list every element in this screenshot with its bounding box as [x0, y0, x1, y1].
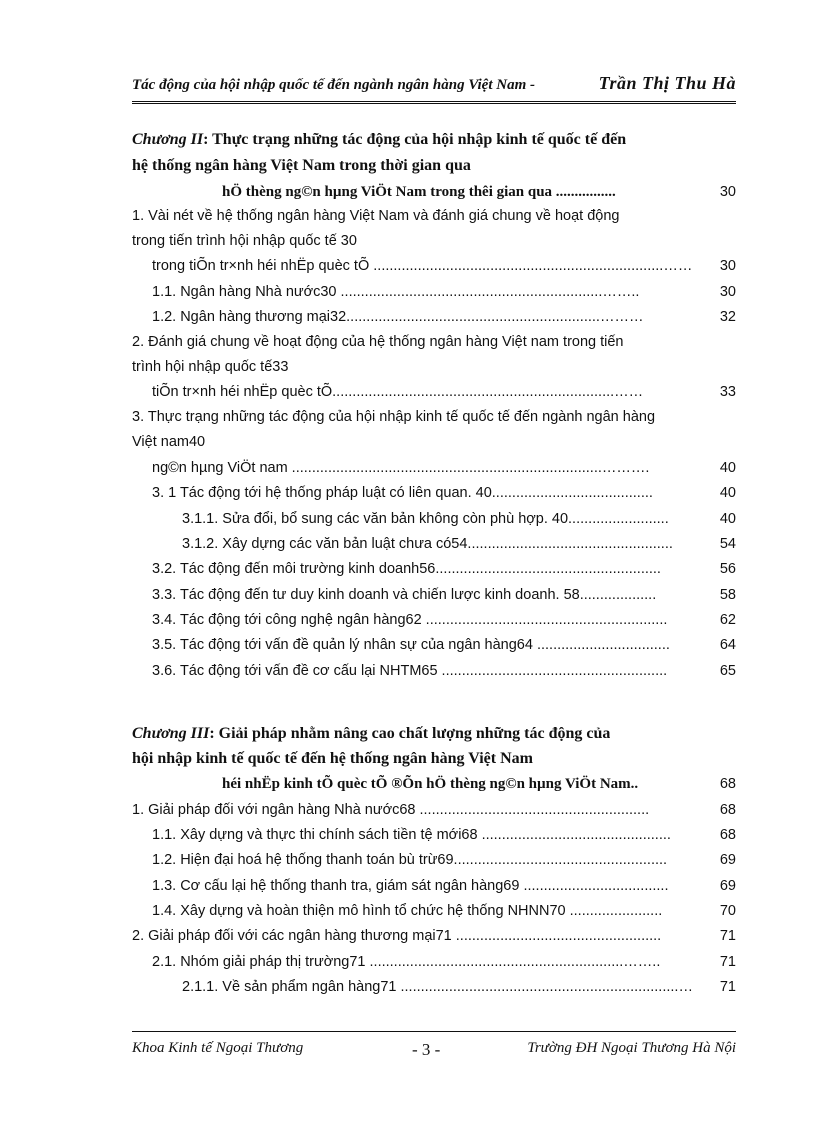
- footer-faculty: Khoa Kinh tế Ngoại Thương: [132, 1040, 304, 1056]
- toc-entry[interactable]: 3.3. Tác động đến tư duy kinh doanh và chiến lược kinh doanh. 58................... 58: [152, 587, 736, 603]
- section2-heading-cont: trình hội nhập quốc tế33: [132, 359, 289, 375]
- section1-heading: 1. Vài nét về hệ thống ngân hàng Việt Nam và đánh giá chung về hoạt động: [132, 208, 620, 224]
- header-author: Trần Thị Thu Hà: [598, 73, 736, 93]
- chapter2-title-line2: hệ thống ngân hàng Việt Nam trong thời gian qua: [132, 157, 471, 174]
- page-footer: [132, 1040, 736, 1062]
- header-title: Tác động của hội nhập quốc tế đến ngành ngân hàng Việt Nam -: [132, 77, 535, 93]
- chapter3-label: Chương III: [132, 725, 210, 742]
- toc-entry[interactable]: 1.1. Xây dựng và thực thi chính sách tiền tệ mới68 ............................................... 68: [152, 827, 736, 843]
- footer-divider: [132, 1031, 736, 1032]
- toc-entry[interactable]: 1.2. Ngân hàng thương mại32...............................................................……… 32: [152, 309, 736, 325]
- section3-heading: 3. Thực trạng những tác động của hội nhập kinh tế quốc tế đến ngành ngân hàng: [132, 409, 656, 425]
- chapter2-toc-entry[interactable]: hÖ thèng ng©n hµng ViÖt Nam trong thêi gian qua ................ 30: [222, 184, 736, 200]
- toc-entry[interactable]: 2.1. Nhóm giải pháp thị trường71 ...............................................................…….. 71: [152, 954, 736, 970]
- toc-entry[interactable]: 3.2. Tác động đến môi trường kinh doanh56........................................................ 56: [152, 561, 736, 577]
- toc-entry[interactable]: 3.4. Tác động tới công nghệ ngân hàng62 ............................................................ 62: [152, 612, 736, 628]
- section1-heading-cont: trong tiến trình hội nhập quốc tế 30: [132, 233, 357, 249]
- toc-entry[interactable]: 3.1.2. Xây dựng các văn bản luật chưa có54................................................... 54: [182, 536, 736, 552]
- toc-entry[interactable]: 2. Giải pháp đối với các ngân hàng thương mại71 ................................................... 71: [132, 928, 736, 944]
- section3-heading-cont: Việt nam40: [132, 434, 206, 450]
- footer-university: Trường ĐH Ngoại Thương Hà Nội: [527, 1040, 736, 1056]
- chapter3-title-line2: hội nhập kinh tế quốc tế đến hệ thống ngân hàng Việt Nam: [132, 750, 533, 767]
- chapter2-title-line1: Chương II: Thực trạng những tác động của hội nhập kinh tế quốc tế đến: [132, 131, 627, 148]
- toc-entry[interactable]: 1.3. Cơ cấu lại hệ thống thanh tra, giám sát ngân hàng69 .................................... 69: [152, 878, 736, 894]
- toc-entry[interactable]: 3.5. Tác động tới vấn đề quản lý nhân sự của ngân hàng64 ................................. 64: [152, 637, 736, 653]
- toc-entry[interactable]: ng©n hµng ViÖt nam .............................................................................………. 40: [152, 460, 736, 476]
- chapter3-toc-entry[interactable]: héi nhËp kinh tÕ quèc tÕ ®Õn hÖ thèng ng©n hµng ViÖt Nam.. 68: [222, 776, 736, 792]
- chapter2-label: Chương II: [132, 131, 204, 148]
- toc-entry[interactable]: trong tiÕn tr×nh héi nhËp quèc tÕ ........................................................................…… 30: [152, 258, 736, 274]
- page-header: [132, 73, 736, 99]
- toc-entry[interactable]: 1.2. Hiện đại hoá hệ thống thanh toán bù trừ69..................................................... 69: [152, 852, 736, 868]
- toc-entry[interactable]: 1. Giải pháp đối với ngân hàng Nhà nước68 ......................................................... 68: [132, 802, 736, 818]
- page-number: - 3 -: [412, 1040, 441, 1059]
- toc-entry[interactable]: 1.1. Ngân hàng Nhà nước30 .................................................................…….. 30: [152, 284, 736, 300]
- toc-entry[interactable]: 2.1.1. Về sản phẩm ngân hàng71 .....................................................................… 71: [182, 979, 736, 995]
- toc-entry[interactable]: 3. 1 Tác động tới hệ thống pháp luật có liên quan. 40........................................ 40: [152, 485, 736, 501]
- toc-entry[interactable]: tiÕn tr×nh héi nhËp quèc tÕ......................................................................…… 33: [152, 384, 736, 400]
- header-divider: [132, 101, 736, 104]
- toc-entry[interactable]: 3.6. Tác động tới vấn đề cơ cấu lại NHTM65 ........................................................ 65: [152, 663, 736, 679]
- toc-entry[interactable]: 3.1.1. Sửa đổi, bổ sung các văn bản không còn phù hợp. 40......................... 40: [182, 511, 736, 527]
- section2-heading: 2. Đánh giá chung về hoạt động của hệ thống ngân hàng Việt nam trong tiến: [132, 334, 624, 350]
- chapter3-title-line1: Chương III: Giải pháp nhằm nâng cao chất lượng những tác động của: [132, 725, 611, 742]
- toc-entry[interactable]: 1.4. Xây dựng và hoàn thiện mô hình tổ chức hệ thống NHNN70 ....................... 70: [152, 903, 736, 919]
